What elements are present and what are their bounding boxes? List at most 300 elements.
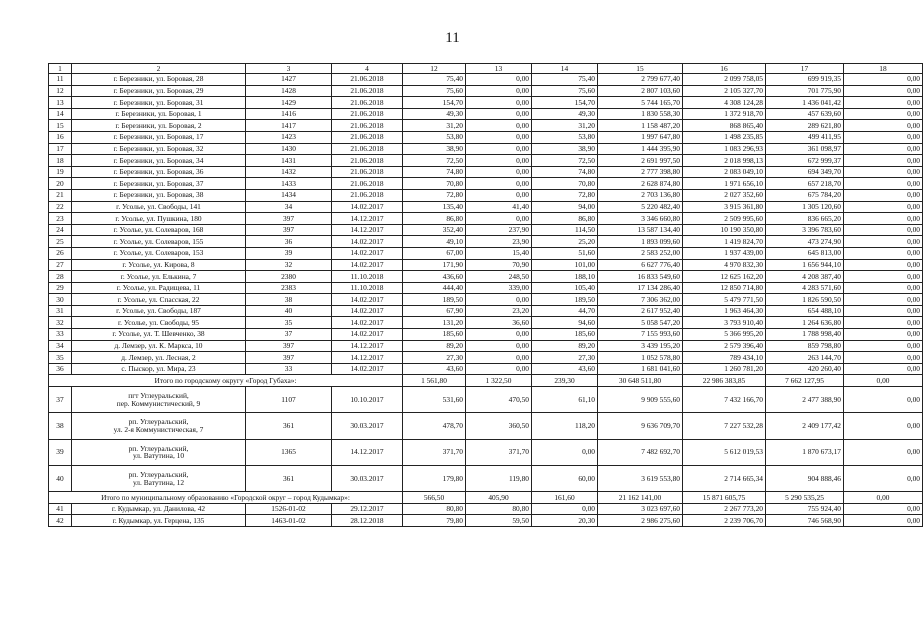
address-line: пер. Коммунистический, 9: [116, 398, 201, 408]
table-cell: 371,70: [466, 439, 532, 465]
table-cell: 49,10: [403, 236, 466, 248]
table-cell: 21.06.2018: [332, 166, 403, 178]
table-cell: 5 366 995,20: [683, 329, 766, 341]
table-cell: 1 830 558,30: [598, 108, 683, 120]
table-cell: г. Усолье, ул. Елькина, 7: [72, 271, 246, 283]
table-cell: 0,00: [466, 363, 532, 375]
table-cell: 20: [49, 178, 72, 190]
table-cell: 0,00: [844, 120, 923, 132]
table-cell: 2 703 136,80: [598, 189, 683, 201]
table-cell: 3 396 783,60: [766, 224, 844, 236]
table-cell: 43,60: [403, 363, 466, 375]
table-cell: г. Березники, ул. Боровая, 34: [72, 155, 246, 167]
table-cell: 25: [49, 236, 72, 248]
table-cell: г. Усолье, ул. Спасская, 22: [72, 294, 246, 306]
table-row: [49, 201, 923, 213]
table-row: [49, 340, 923, 352]
total-cell: 22 986 383,85: [683, 375, 766, 387]
header-cell: 16: [683, 64, 766, 74]
table-cell: 14.02.2017: [332, 305, 403, 317]
table-cell: с. Пыскор, ул. Мира, 23: [72, 363, 246, 375]
table-row: [49, 515, 923, 527]
table-cell: 75,60: [403, 85, 466, 97]
address-cell: [72, 413, 246, 439]
table-cell: 53,80: [403, 131, 466, 143]
table-cell: 59,50: [466, 515, 532, 527]
table-cell: г. Усолье, ул. Радищева, 11: [72, 282, 246, 294]
table-cell: 1 681 041,60: [598, 363, 683, 375]
table-cell: 35: [246, 317, 332, 329]
address-cell: [72, 387, 246, 413]
table-cell: 0,00: [844, 178, 923, 190]
table-cell: 397: [246, 224, 332, 236]
table-cell: г. Березники, ул. Боровая, 1: [72, 108, 246, 120]
table-cell: 1463-01-02: [246, 515, 332, 527]
table-cell: 75,40: [403, 74, 466, 86]
table-cell: 15,40: [466, 247, 532, 259]
table-row: [49, 329, 923, 341]
table-cell: 34: [246, 201, 332, 213]
table-row: [49, 387, 923, 413]
table-cell: г. Березники, ул. Боровая, 28: [72, 74, 246, 86]
table-cell: г. Березники, ул. Боровая, 31: [72, 97, 246, 109]
table-cell: 1 419 824,70: [683, 236, 766, 248]
table-cell: г. Березники, ул. Боровая, 37: [72, 178, 246, 190]
table-cell: 4 208 387,40: [766, 271, 844, 283]
table-cell: 0,00: [844, 515, 923, 527]
table-cell: 2 583 252,00: [598, 247, 683, 259]
table-cell: 1 260 781,20: [683, 363, 766, 375]
table-cell: 94,00: [532, 201, 598, 213]
table-cell: 0,00: [466, 155, 532, 167]
table-cell: 39: [246, 247, 332, 259]
table-cell: 188,10: [532, 271, 598, 283]
table-cell: 1 436 041,42: [766, 97, 844, 109]
table-cell: 1 826 590,50: [766, 294, 844, 306]
table-cell: 33: [246, 363, 332, 375]
table-cell: 23,20: [466, 305, 532, 317]
table-cell: 14.02.2017: [332, 329, 403, 341]
total-cell: 0,00: [844, 492, 923, 504]
table-row: [49, 317, 923, 329]
table-cell: 289 621,80: [766, 120, 844, 132]
table-cell: 17 134 286,40: [598, 282, 683, 294]
table-cell: 49,30: [403, 108, 466, 120]
table-cell: 189,50: [532, 294, 598, 306]
table-cell: 0,00: [532, 503, 598, 515]
table-cell: 0,00: [466, 329, 532, 341]
table-cell: 0,00: [466, 120, 532, 132]
total-cell: 161,60: [532, 492, 598, 504]
table-cell: 14.12.2017: [332, 340, 403, 352]
table-cell: 0,00: [844, 503, 923, 515]
total-label: Итого по муниципальному образованию «Городской округ – город Кудымкар»:: [49, 492, 403, 504]
table-cell: 31,20: [403, 120, 466, 132]
table-cell: 10.10.2017: [332, 387, 403, 413]
table-cell: 1434: [246, 189, 332, 201]
table-row: [49, 305, 923, 317]
table-cell: 49,30: [532, 108, 598, 120]
table-cell: 27,30: [403, 352, 466, 364]
table-cell: 755 924,40: [766, 503, 844, 515]
table-cell: 3 346 660,80: [598, 213, 683, 225]
table-cell: 0,00: [844, 97, 923, 109]
table-cell: 61,10: [532, 387, 598, 413]
header-cell: 14: [532, 64, 598, 74]
table-cell: 86,80: [532, 213, 598, 225]
table-cell: 118,20: [532, 413, 598, 439]
table-cell: г. Усолье, ул. Солеваров, 155: [72, 236, 246, 248]
table-cell: 0,00: [844, 413, 923, 439]
table-row: [49, 120, 923, 132]
total-cell: 1 561,80: [403, 375, 466, 387]
table-cell: 1 656 944,10: [766, 259, 844, 271]
table-cell: 1 870 673,17: [766, 439, 844, 465]
table-cell: 2 628 874,80: [598, 178, 683, 190]
table-cell: 80,80: [403, 503, 466, 515]
table-cell: 14.02.2017: [332, 363, 403, 375]
table-cell: 7 155 993,60: [598, 329, 683, 341]
table-cell: 1365: [246, 439, 332, 465]
table-cell: 0,00: [844, 213, 923, 225]
table-cell: 89,20: [532, 340, 598, 352]
table-cell: 2383: [246, 282, 332, 294]
table-cell: 29: [49, 282, 72, 294]
table-cell: 23,90: [466, 236, 532, 248]
table-row: [49, 259, 923, 271]
total-cell: 1 322,50: [466, 375, 532, 387]
table-cell: 904 888,46: [766, 465, 844, 491]
table-cell: 0,00: [844, 155, 923, 167]
table-cell: г. Березники, ул. Боровая, 29: [72, 85, 246, 97]
table-row: [49, 503, 923, 515]
address-line: рп. Углеуральский,: [128, 417, 189, 427]
table-cell: 27: [49, 259, 72, 271]
table-cell: 26: [49, 247, 72, 259]
address-line: ул. 2-я Коммунистическая, 7: [113, 424, 204, 434]
table-cell: 0,00: [466, 178, 532, 190]
table-cell: 2 105 327,70: [683, 85, 766, 97]
address-cell: [72, 439, 246, 465]
table-cell: 4 283 571,60: [766, 282, 844, 294]
table-cell: 0,00: [844, 224, 923, 236]
table-cell: 89,20: [403, 340, 466, 352]
table-cell: 0,00: [466, 294, 532, 306]
table-cell: 27,30: [532, 352, 598, 364]
header-row: [49, 64, 923, 74]
table-cell: 7 482 692,70: [598, 439, 683, 465]
table-cell: 0,00: [844, 259, 923, 271]
table-cell: 38,90: [532, 143, 598, 155]
table-cell: 14.02.2017: [332, 294, 403, 306]
table-cell: 41,40: [466, 201, 532, 213]
table-cell: 3 915 361,80: [683, 201, 766, 213]
table-cell: 3 023 697,60: [598, 503, 683, 515]
table-cell: 51,60: [532, 247, 598, 259]
table-cell: 40: [246, 305, 332, 317]
table-cell: 14.12.2017: [332, 213, 403, 225]
table-cell: 70,80: [403, 178, 466, 190]
total-cell: 405,90: [466, 492, 532, 504]
table-cell: 1 498 235,85: [683, 131, 766, 143]
table-cell: 72,80: [532, 189, 598, 201]
table-body: [49, 64, 923, 527]
table-cell: 21.06.2018: [332, 178, 403, 190]
table-cell: 20,30: [532, 515, 598, 527]
header-cell: 15: [598, 64, 683, 74]
address-line: пгт Углеуральский,: [128, 390, 189, 400]
table-cell: 499 411,95: [766, 131, 844, 143]
table-cell: 7 306 362,00: [598, 294, 683, 306]
table-cell: 0,00: [844, 74, 923, 86]
table-cell: 397: [246, 340, 332, 352]
header-cell: 3: [246, 64, 332, 74]
table-cell: 21.06.2018: [332, 120, 403, 132]
table-cell: 21.06.2018: [332, 97, 403, 109]
table-cell: 1432: [246, 166, 332, 178]
table-cell: 21.06.2018: [332, 155, 403, 167]
table-cell: 16 833 549,60: [598, 271, 683, 283]
table-cell: 436,60: [403, 271, 466, 283]
table-cell: 2 807 103,60: [598, 85, 683, 97]
table-cell: 0,00: [844, 387, 923, 413]
table-cell: 0,00: [844, 363, 923, 375]
table-cell: 0,00: [844, 317, 923, 329]
table-cell: 13: [49, 97, 72, 109]
table-row: [49, 224, 923, 236]
table-cell: 397: [246, 213, 332, 225]
total-cell: 21 162 141,00: [598, 492, 683, 504]
table-cell: д. Лемзер, ул. Лесная, 2: [72, 352, 246, 364]
address-line: рп. Углеуральский,: [128, 443, 189, 453]
table-cell: 0,00: [844, 329, 923, 341]
table-cell: 30: [49, 294, 72, 306]
table-cell: 473 274,90: [766, 236, 844, 248]
table-cell: 29.12.2017: [332, 503, 403, 515]
table-cell: 74,80: [403, 166, 466, 178]
table-cell: 17: [49, 143, 72, 155]
table-cell: 672 999,37: [766, 155, 844, 167]
table-cell: 457 639,60: [766, 108, 844, 120]
table-cell: 22: [49, 201, 72, 213]
table-row: [49, 178, 923, 190]
address-cell: [72, 465, 246, 491]
table-cell: 79,80: [403, 515, 466, 527]
table-cell: г. Усолье, ул. Солеваров, 153: [72, 247, 246, 259]
table-row: [49, 352, 923, 364]
table-cell: 28.12.2018: [332, 515, 403, 527]
table-cell: 70,80: [532, 178, 598, 190]
table-cell: 21: [49, 189, 72, 201]
table-cell: 34: [49, 340, 72, 352]
header-cell: 2: [72, 64, 246, 74]
table-cell: 1 305 120,60: [766, 201, 844, 213]
table-cell: 10 190 350,80: [683, 224, 766, 236]
table-cell: 248,50: [466, 271, 532, 283]
table-cell: г. Усолье, ул. Т. Шевченко, 38: [72, 329, 246, 341]
table-cell: г. Березники, ул. Боровая, 38: [72, 189, 246, 201]
table-cell: 0,00: [466, 74, 532, 86]
table-cell: 361 098,97: [766, 143, 844, 155]
table-cell: 9 636 709,70: [598, 413, 683, 439]
table-row: [49, 465, 923, 491]
table-cell: 1427: [246, 74, 332, 86]
table-cell: 36: [246, 236, 332, 248]
table-cell: г. Усолье, ул. Свободы, 187: [72, 305, 246, 317]
table-cell: 6 627 776,40: [598, 259, 683, 271]
table-cell: 2 579 396,40: [683, 340, 766, 352]
table-cell: 478,70: [403, 413, 466, 439]
table-cell: 14.12.2017: [332, 439, 403, 465]
table-cell: 40: [49, 465, 72, 491]
table-row: [49, 189, 923, 201]
table-cell: 0,00: [844, 305, 923, 317]
table-cell: 67,90: [403, 305, 466, 317]
table-cell: 14.02.2017: [332, 317, 403, 329]
table-cell: 42: [49, 515, 72, 527]
table-cell: г. Усолье, ул. Кирова, 8: [72, 259, 246, 271]
table-cell: 654 488,10: [766, 305, 844, 317]
table-cell: 1107: [246, 387, 332, 413]
table-cell: 154,70: [403, 97, 466, 109]
table-cell: 1 444 395,90: [598, 143, 683, 155]
table-cell: 371,70: [403, 439, 466, 465]
table-cell: 35: [49, 352, 72, 364]
table-cell: 30.03.2017: [332, 413, 403, 439]
table-cell: 0,00: [466, 166, 532, 178]
address-line: ул. Ватутина, 12: [132, 477, 185, 487]
table-cell: 14.02.2017: [332, 236, 403, 248]
table-cell: 36,60: [466, 317, 532, 329]
table-cell: г. Кудымкар, ул. Герцена, 135: [72, 515, 246, 527]
table-cell: 0,00: [844, 131, 923, 143]
total-cell: 15 871 605,75: [683, 492, 766, 504]
table-cell: 21.06.2018: [332, 143, 403, 155]
table-cell: 2 267 773,20: [683, 503, 766, 515]
table-cell: д. Лемзер, ул. К. Маркса, 10: [72, 340, 246, 352]
table-row: [49, 85, 923, 97]
register-table: [48, 63, 923, 527]
table-cell: 0,00: [844, 282, 923, 294]
table-cell: 2 018 998,13: [683, 155, 766, 167]
table-cell: 67,00: [403, 247, 466, 259]
total-cell: 0,00: [844, 375, 923, 387]
total-cell: 7 662 127,95: [766, 375, 844, 387]
table-cell: 179,80: [403, 465, 466, 491]
table-cell: 74,80: [532, 166, 598, 178]
table-cell: 12 625 162,20: [683, 271, 766, 283]
table-cell: г. Березники, ул. Боровая, 36: [72, 166, 246, 178]
table-cell: 28: [49, 271, 72, 283]
table-cell: 746 568,90: [766, 515, 844, 527]
table-row: [49, 363, 923, 375]
table-cell: 789 434,10: [683, 352, 766, 364]
table-cell: 2 509 995,60: [683, 213, 766, 225]
table-cell: 31: [49, 305, 72, 317]
total-row: [49, 375, 923, 387]
table-cell: 4 970 832,30: [683, 259, 766, 271]
table-cell: 72,80: [403, 189, 466, 201]
table-cell: 70,90: [466, 259, 532, 271]
table-cell: 0,00: [466, 97, 532, 109]
table-cell: 0,00: [844, 143, 923, 155]
table-cell: 5 220 482,40: [598, 201, 683, 213]
table-cell: 14.12.2017: [332, 352, 403, 364]
table-cell: 0,00: [466, 108, 532, 120]
table-cell: 1 372 918,70: [683, 108, 766, 120]
table-cell: 0,00: [844, 189, 923, 201]
table-cell: 114,50: [532, 224, 598, 236]
table-cell: 2380: [246, 271, 332, 283]
table-cell: 94,60: [532, 317, 598, 329]
table-cell: г. Усолье, ул. Пушкина, 180: [72, 213, 246, 225]
table-cell: г. Усолье, ул. Солеваров, 168: [72, 224, 246, 236]
table-row: [49, 166, 923, 178]
table-cell: 3 793 910,40: [683, 317, 766, 329]
table-cell: 2 714 665,34: [683, 465, 766, 491]
table-cell: 9 909 555,60: [598, 387, 683, 413]
table-cell: 657 218,70: [766, 178, 844, 190]
table-cell: 1423: [246, 131, 332, 143]
table-cell: 0,00: [844, 85, 923, 97]
table-cell: 1 788 998,40: [766, 329, 844, 341]
table-cell: 37: [49, 387, 72, 413]
table-cell: 2 986 275,60: [598, 515, 683, 527]
table-cell: 0,00: [466, 213, 532, 225]
table-cell: 75,60: [532, 85, 598, 97]
table-cell: 24: [49, 224, 72, 236]
address-line: рп. Углеуральский,: [128, 469, 189, 479]
table-cell: 16: [49, 131, 72, 143]
table-cell: 0,00: [844, 340, 923, 352]
table-cell: 3 619 553,80: [598, 465, 683, 491]
table-cell: 185,60: [532, 329, 598, 341]
table-row: [49, 74, 923, 86]
table-cell: 2 239 706,70: [683, 515, 766, 527]
table-cell: 131,20: [403, 317, 466, 329]
table-cell: 11.10.2018: [332, 271, 403, 283]
table-cell: 1 083 296,93: [683, 143, 766, 155]
table-cell: 699 919,35: [766, 74, 844, 86]
table-cell: 38,90: [403, 143, 466, 155]
table-cell: 1 264 636,80: [766, 317, 844, 329]
table-cell: 1 937 439,00: [683, 247, 766, 259]
table-cell: 0,00: [844, 465, 923, 491]
table-cell: 0,00: [532, 439, 598, 465]
table-cell: 2 617 952,40: [598, 305, 683, 317]
table-cell: 0,00: [466, 85, 532, 97]
table-cell: 21.06.2018: [332, 85, 403, 97]
table-cell: 154,70: [532, 97, 598, 109]
table-cell: 1 158 487,20: [598, 120, 683, 132]
table-cell: 1 052 578,80: [598, 352, 683, 364]
table-cell: 675 784,20: [766, 189, 844, 201]
table-cell: г. Кудымкар, ул. Данилова, 42: [72, 503, 246, 515]
table-cell: 3 439 195,20: [598, 340, 683, 352]
total-cell: 5 290 535,25: [766, 492, 844, 504]
table-cell: 12: [49, 85, 72, 97]
table-cell: 0,00: [844, 236, 923, 248]
table-cell: 11.10.2018: [332, 282, 403, 294]
table-cell: 420 260,40: [766, 363, 844, 375]
table-cell: 352,40: [403, 224, 466, 236]
table-cell: 21.06.2018: [332, 189, 403, 201]
table-cell: 185,60: [403, 329, 466, 341]
table-cell: 12 850 714,80: [683, 282, 766, 294]
table-cell: 2 099 758,05: [683, 74, 766, 86]
table-cell: 101,00: [532, 259, 598, 271]
table-cell: 645 813,00: [766, 247, 844, 259]
